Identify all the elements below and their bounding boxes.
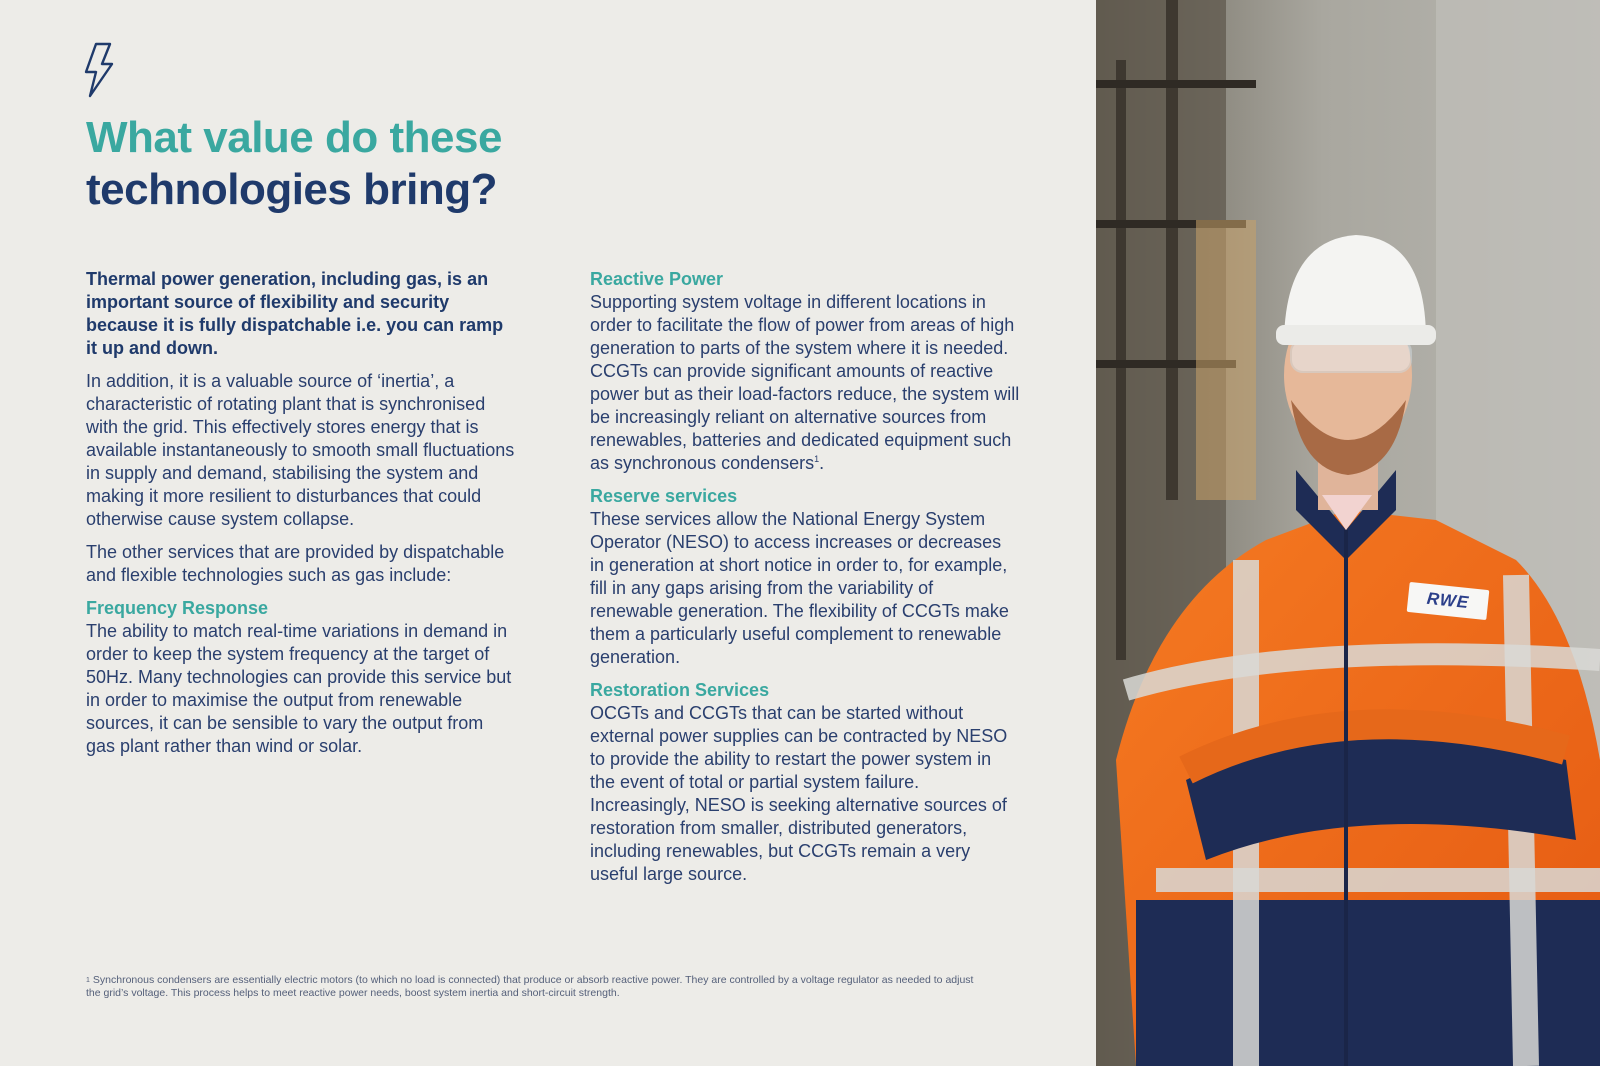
restoration-services-section — [590, 679, 1020, 886]
frequency-response-body: The ability to match real-time variations in demand in order to keep the system frequency at the target of 50Hz. Many technologies can provide this service but in order to maximise the output from renewable sources, it can be sensible to vary the output from gas plant rather than wind or solar. — [86, 621, 512, 756]
page-title-line-1: What value do these — [86, 113, 502, 162]
rwe-badge: RWE — [1407, 582, 1490, 620]
reactive-power-section — [590, 268, 1020, 475]
reactive-power-text: Supporting system voltage in different locations in order to facilitate the flow of power from areas of high generation to parts of the system where it is needed. CCGTs can provide significant amounts of reactive power but as their load-factors reduce, the system will be increasingly reliant on alternative sources from renewables, batteries and dedicated equipment such as synchronous condensers — [590, 292, 1020, 473]
worker-illustration — [1096, 0, 1600, 1066]
inertia-paragraph: In addition, it is a valuable source of ‘inertia’, a characteristic of rotating plant that is synchronised with the grid. This effectively stores energy that is available instantaneously to smooth small fluctuations in supply and demand, stabilising the system and making it more resilient to disturbances that could otherwise cause system collapse. — [86, 371, 515, 529]
lightning-bolt-icon — [84, 42, 114, 98]
reserve-services-section — [590, 485, 1020, 669]
page-title-line-2: technologies bring? — [86, 165, 497, 214]
services-intro-paragraph: The other services that are provided by dispatchable and flexible technologies such as gas include: — [86, 542, 505, 585]
reactive-power-end: . — [819, 453, 825, 473]
footnote — [86, 974, 986, 1000]
worker-photo — [1096, 0, 1600, 1066]
left-column — [86, 268, 516, 768]
frequency-response-heading: Frequency Response — [86, 598, 269, 618]
reserve-services-body: These services allow the National Energy System Operator (NESO) to access increases or decreases in generation at short notice in order to, for example, fill in any gaps arising from the variability of renewable generation. The flexibility of CCGTs make them a particularly useful complement to renewable generation. — [590, 509, 1009, 667]
lead-paragraph: Thermal power generation, including gas, is an important source of flexibility and security because it is fully dispatchable i.e. you can ramp it up and down. — [86, 269, 504, 358]
footnote-reference: 1 — [814, 454, 820, 464]
restoration-services-body: OCGTs and CCGTs that can be started without external power supplies can be contracted by NESO to provide the ability to restart the power system in the event of total or partial system failure. Increasingly, NESO is seeking alternative sources of restoration from smaller, distributed generators, including renewables, but CCGTs remain a very useful large source. — [590, 703, 1008, 884]
right-column — [590, 268, 1020, 896]
frequency-response-section — [86, 597, 516, 758]
footnote-mark: 1 — [86, 977, 90, 984]
reactive-power-body — [590, 291, 1020, 475]
reserve-services-heading: Reserve services — [590, 486, 738, 506]
restoration-services-heading: Restoration Services — [590, 680, 770, 700]
reactive-power-heading: Reactive Power — [590, 269, 724, 289]
page-title — [86, 112, 502, 216]
footnote-text: Synchronous condensers are essentially electric motors (to which no load is connected) that produce or absorb reactive power. They are controlled by a voltage regulator as needed to adjust the grid’s voltage. This process helps to meet reactive power needs, boost system inertia and short-circuit strength. — [86, 974, 974, 999]
